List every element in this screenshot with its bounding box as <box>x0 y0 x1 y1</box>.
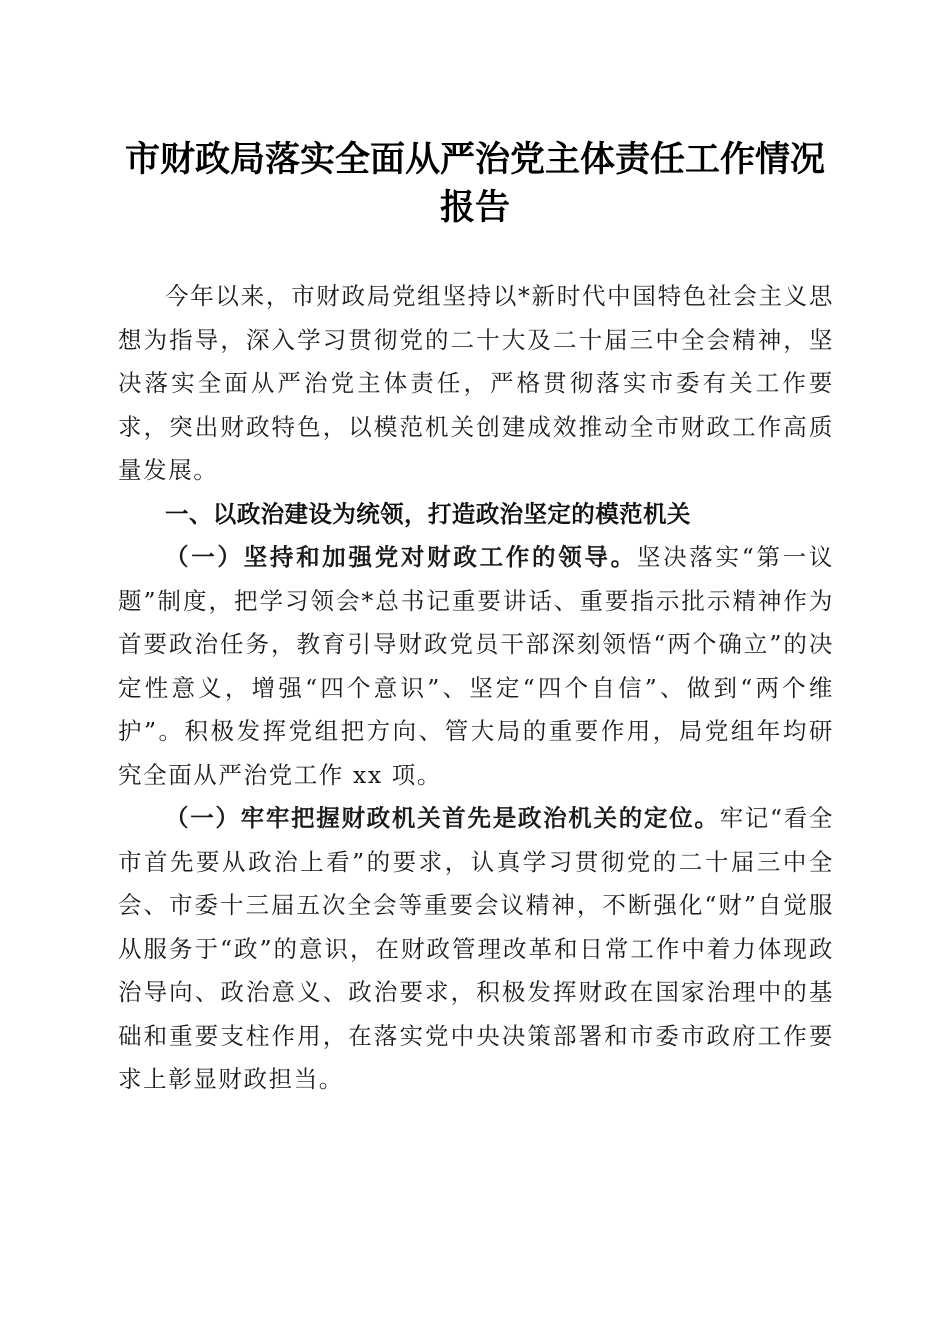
subsection-lead-1: （一）坚持和加强党对财政工作的领导。 <box>165 543 637 571</box>
subsection-lead-2: （一）牢牢把握财政机关首先是政治机关的定位。 <box>165 804 720 832</box>
title-line-1: 市财政局落实全面从严治党主体责任工作情况 <box>124 139 825 180</box>
intro-paragraph: 今年以来，市财政局党组坚持以*新时代中国特色社会主义思想为指导，深入学习贯彻党的二十大及二十届三中全会精神，坚决落实全面从严治党主体责任，严格贯彻落实市委有关工作要求，突出财政特色，以模范机关创建成效推动全市财政工作高质量发展。 <box>118 282 834 484</box>
subsection-paragraph-1 <box>118 536 834 797</box>
title-line-2: 报告 <box>439 187 510 228</box>
subsection-text-2: 牢记“看全市首先要从政治上看”的要求，认真学习贯彻党的二十届三中全会、市委十三届五次全会等重要会议精神，不断强化“财”自觉服从服务于“政”的意识，在财政管理改革和日常工作中着力体现政治导向、政治意义、政治要求，积极发挥财政在国家治理中的基础和重要支柱作用，在落实党中央决策部署和市委市政府工作要求上彰显财政担当。 <box>118 804 835 1093</box>
subsection-text-1: 坚决落实“第一议题”制度，把学习领会*总书记重要讲话、重要指示批示精神作为首要政治任务，教育引导财政党员干部深刻领悟“两个确立”的决定性意义，增强“四个意识”、坚定“四个自信”、做到“两个维护”。积极发挥党组把方向、管大局的重要作用，局党组年均研究全面从严治党工作 xx 项。 <box>118 543 834 789</box>
section-heading-1: 一、以政治建设为统领，打造政治坚定的模范机关 <box>165 499 691 528</box>
document-body <box>118 275 834 1102</box>
document-title <box>100 136 850 232</box>
subsection-paragraph-2 <box>118 797 834 1102</box>
